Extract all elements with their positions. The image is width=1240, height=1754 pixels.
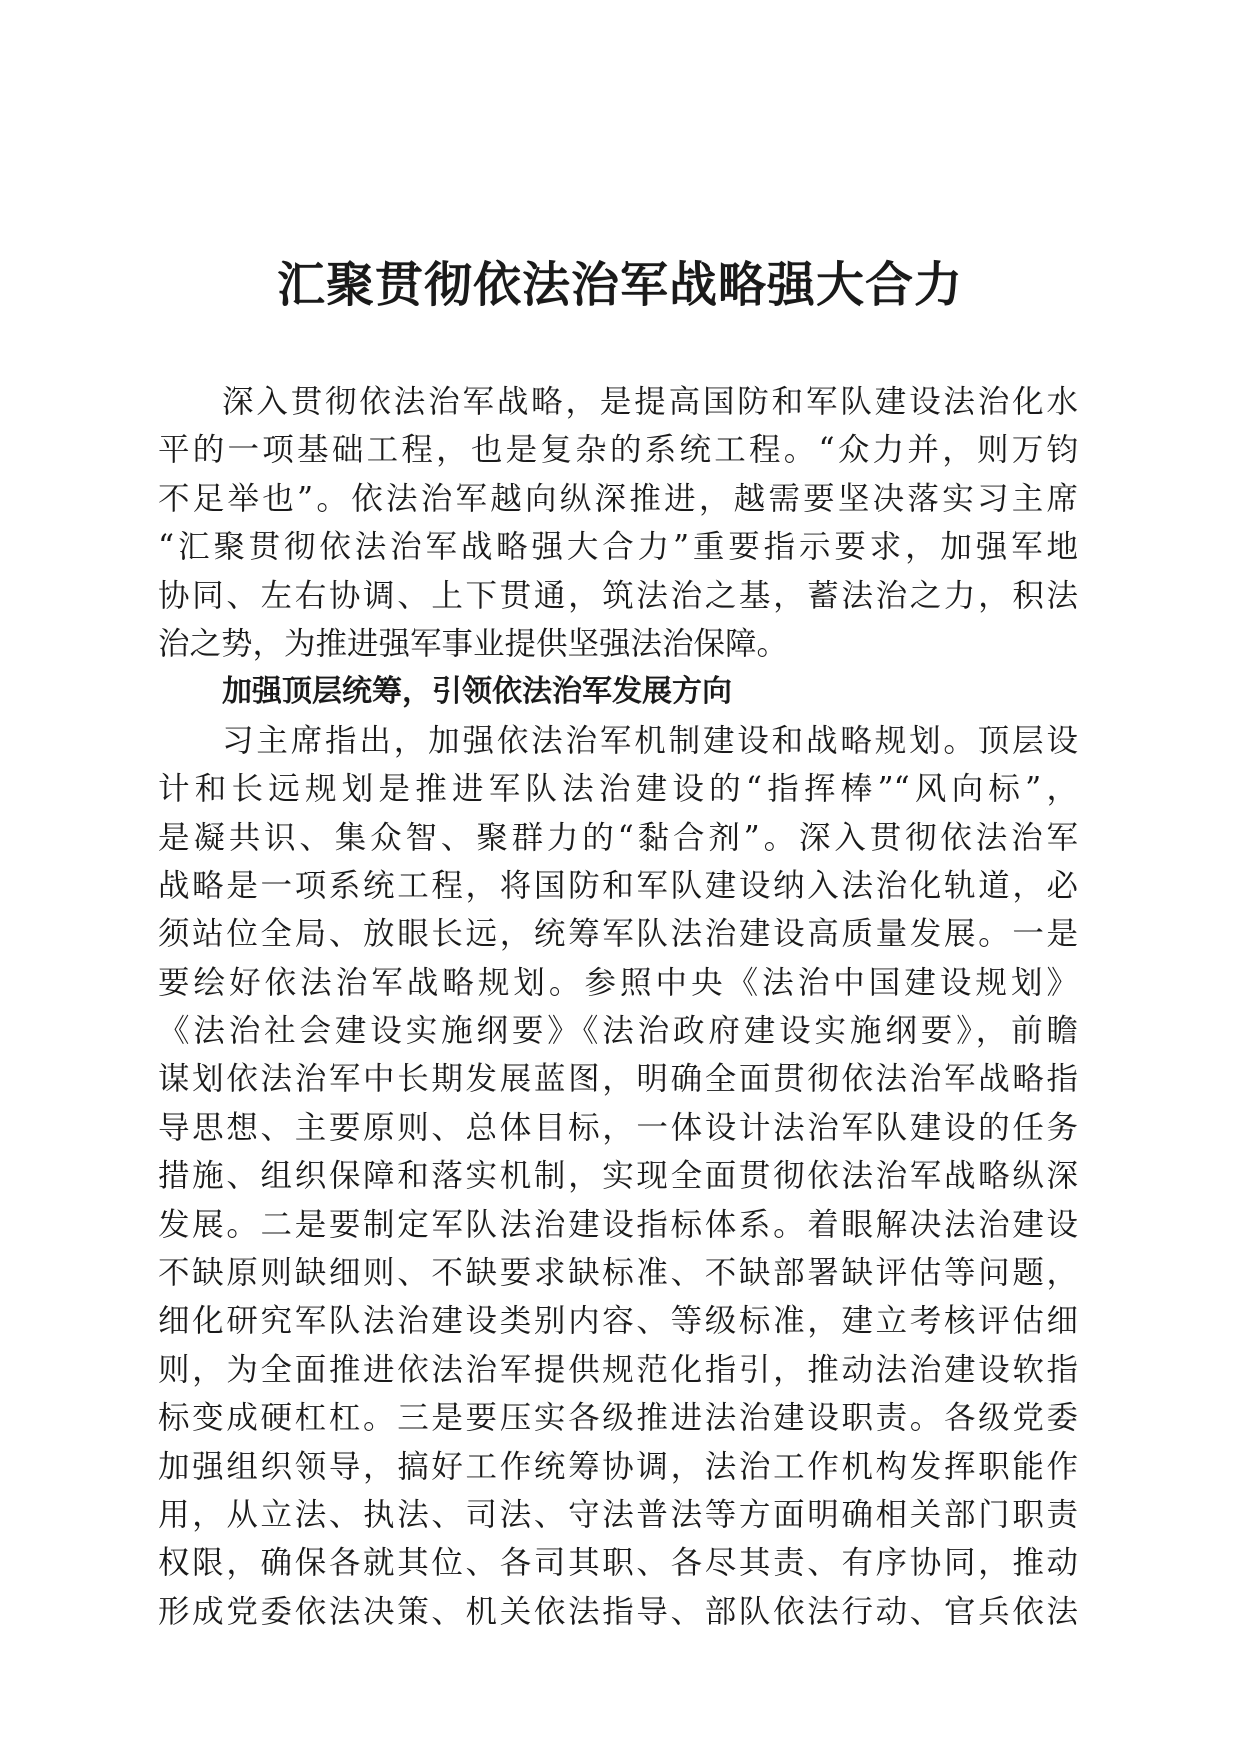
section-line: 措施、组织保障和落实机制，实现全面贯彻依法治军战略纵深 <box>158 1158 1078 1195</box>
section-line: 导思想、主要原则、总体目标，一体设计法治军队建设的任务 <box>158 1109 1078 1146</box>
section-heading: 加强顶层统筹，引领依法治军发展方向 <box>222 674 732 710</box>
section-line: 不缺原则缺细则、不缺要求缺标准、不缺部署缺评估等问题， <box>158 1255 1078 1292</box>
section-line: 形成党委依法决策、机关依法指导、部队依法行动、官兵依法 <box>158 1593 1078 1630</box>
section-line: 加强组织领导，搞好工作统筹协调，法治工作机构发挥职能作 <box>158 1448 1078 1485</box>
section-line: 须站位全局、放眼长远，统筹军队法治建设高质量发展。一是 <box>158 916 1078 953</box>
section-line: 战略是一项系统工程，将国防和军队建设纳入法治化轨道，必 <box>158 867 1078 904</box>
intro-line: 协同、左右协调、上下贯通，筑法治之基，蓄法治之力，积法 <box>158 577 1078 614</box>
intro-line: 深入贯彻依法治军战略，是提高国防和军队建设法治化水 <box>222 384 1078 420</box>
section-line: 则，为全面推进依法治军提供规范化指引，推动法治建设软指 <box>158 1351 1078 1388</box>
section-line: 是凝共识、集众智、聚群力的“黏合剂”。深入贯彻依法治军 <box>158 819 1078 856</box>
intro-line: 治之势，为推进强军事业提供坚强法治保障。 <box>158 625 789 662</box>
section-line: 权限，确保各就其位、各司其职、各尽其责、有序协同，推动 <box>158 1545 1078 1582</box>
document-body <box>158 378 1078 1636</box>
intro-line: 平的一项基础工程，也是复杂的系统工程。“众力并，则万钧 <box>158 432 1078 469</box>
section-line: 要绘好依法治军战略规划。参照中央《法治中国建设规划》 <box>158 964 1078 1001</box>
intro-line: “汇聚贯彻依法治军战略强大合力”重要指示要求，加强军地 <box>158 529 1078 566</box>
section-line: 习主席指出，加强依法治军机制建设和战略规划。顶层设 <box>222 722 1078 759</box>
section-line: 标变成硬杠杠。三是要压实各级推进法治建设职责。各级党委 <box>158 1400 1078 1437</box>
section-line: 细化研究军队法治建设类别内容、等级标准，建立考核评估细 <box>158 1303 1078 1340</box>
section-line: 用，从立法、执法、司法、守法普法等方面明确相关部门职责 <box>158 1496 1078 1533</box>
page-title: 汇聚贯彻依法治军战略强大合力 <box>276 257 963 313</box>
section-line: 《法治社会建设实施纲要》《法治政府建设实施纲要》，前瞻 <box>158 1013 1078 1050</box>
intro-line: 不足举也”。依法治军越向纵深推进，越需要坚决落实习主席 <box>158 480 1078 517</box>
section-line: 计和长远规划是推进军队法治建设的“指挥棒”“风向标”， <box>158 771 1078 808</box>
section-line: 谋划依法治军中长期发展蓝图，明确全面贯彻依法治军战略指 <box>158 1061 1078 1098</box>
section-line: 发展。二是要制定军队法治建设指标体系。着眼解决法治建设 <box>158 1206 1078 1243</box>
